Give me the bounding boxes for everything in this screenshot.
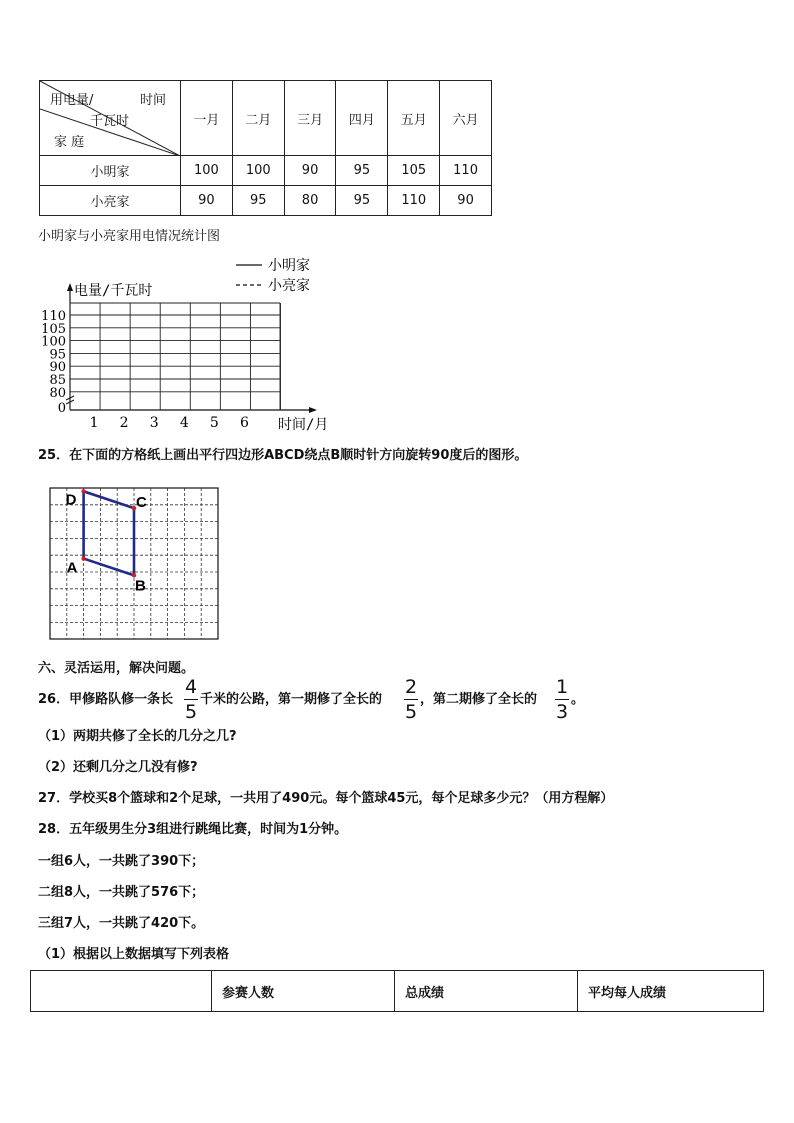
chart-title: 小明家与小亮家用电情况统计图 <box>38 229 221 244</box>
y-tick-label: 95 <box>49 347 66 363</box>
month-header: 四月 <box>336 81 388 156</box>
parallelogram-abcd <box>84 491 134 575</box>
score-table <box>30 970 764 1012</box>
electricity-table <box>39 80 492 216</box>
month-header: 三月 <box>284 81 336 156</box>
y-tick-label: 90 <box>49 360 66 376</box>
section-heading: 六、灵活运用，解决问题。 <box>38 661 195 676</box>
fraction-4-5 <box>184 677 198 722</box>
q28-line: 三组7人，一共跳了420下。 <box>38 916 205 931</box>
x-tick-label: 3 <box>149 415 159 431</box>
cell-value: 90 <box>181 186 233 216</box>
vertex-point <box>81 556 85 560</box>
fraction-numerator: 2 <box>404 676 418 698</box>
fraction-numerator: 1 <box>555 676 569 698</box>
cell-value: 100 <box>232 156 284 186</box>
month-header: 一月 <box>181 81 233 156</box>
table-corner-cell <box>40 81 181 156</box>
row-name: 小明家 <box>40 156 181 186</box>
y-tick-label: 100 <box>41 334 66 350</box>
x-tick-label: 5 <box>209 415 219 431</box>
score-table-header: 参赛人数 <box>212 971 395 1012</box>
x-tick-label: 2 <box>119 415 129 431</box>
y-tick-label: 0 <box>57 401 66 416</box>
fraction-denominator: 5 <box>404 701 418 723</box>
vertex-label: C <box>136 494 147 512</box>
y-axis-label: 电量/千瓦时 <box>74 283 153 299</box>
parallelogram-grid <box>45 485 225 645</box>
cell-value: 90 <box>284 156 336 186</box>
cell-value: 90 <box>440 186 492 216</box>
cell-value: 80 <box>284 186 336 216</box>
q26-part1: 26．甲修路队修一条长 <box>38 692 174 707</box>
cell-value: 95 <box>336 156 388 186</box>
q26-part4: 。 <box>571 692 585 707</box>
corner-label-bottom: 家 庭 <box>54 135 85 150</box>
fraction-numerator: 4 <box>184 676 198 698</box>
vertex-point <box>81 489 85 493</box>
fraction-denominator: 3 <box>555 701 569 723</box>
fraction-2-5 <box>404 677 418 722</box>
cell-value: 100 <box>181 156 233 186</box>
vertex-label: D <box>65 491 77 509</box>
cell-value: 95 <box>336 186 388 216</box>
y-tick-label: 85 <box>49 373 66 388</box>
q28-sub1: （1）根据以上数据填写下列表格 <box>38 947 230 962</box>
month-header: 五月 <box>388 81 440 156</box>
vertex-label: A <box>66 559 78 577</box>
cell-value: 110 <box>388 186 440 216</box>
y-tick-label: 110 <box>41 309 66 324</box>
score-table-header: 总成绩 <box>395 971 578 1012</box>
y-axis-arrow <box>67 283 73 291</box>
table-row <box>40 186 492 216</box>
row-name: 小亮家 <box>40 186 181 216</box>
fraction-1-3 <box>555 677 569 722</box>
vertex-label: B <box>135 577 146 595</box>
x-tick-label: 6 <box>239 415 249 431</box>
q27-text: 27．学校买8个篮球和2个足球，一共用了490元。每个篮球45元，每个足球多少元？（用方程解） <box>38 791 614 806</box>
score-table-header: 平均每人成绩 <box>578 971 764 1012</box>
q28-line: 二组8人，一共跳了576下； <box>38 885 205 900</box>
x-tick-label: 4 <box>179 415 189 431</box>
month-header: 六月 <box>440 81 492 156</box>
cell-value: 110 <box>440 156 492 186</box>
electricity-line-chart <box>40 255 350 435</box>
y-tick-label: 105 <box>41 321 66 337</box>
table-row <box>40 156 492 186</box>
q26-sub1: （1）两期共修了全长的几分之几? <box>38 729 237 744</box>
legend-label: 小亮家 <box>268 278 310 294</box>
q28-line: 一组6人，一共跳了390下； <box>38 854 205 869</box>
corner-label-right: 时间 <box>140 93 167 108</box>
x-tick-label: 1 <box>89 415 99 431</box>
fraction-denominator: 5 <box>184 701 198 723</box>
month-header: 二月 <box>232 81 284 156</box>
legend-label: 小明家 <box>268 258 310 274</box>
corner-label-mid: 千瓦时 <box>90 114 130 129</box>
x-axis-arrow <box>309 407 317 413</box>
score-table-cell[interactable] <box>31 971 212 1012</box>
y-tick-label: 80 <box>49 385 66 401</box>
q28-text: 28．五年级男生分3组进行跳绳比赛，时间为1分钟。 <box>38 822 348 837</box>
q25-text: 25．在下面的方格纸上画出平行四边形ABCD绕点B顺时针方向旋转90度后的图形。 <box>38 448 528 463</box>
cell-value: 95 <box>232 186 284 216</box>
q26-part3: ，第二期修了全长的 <box>420 692 538 707</box>
q26-sub2: （2）还剩几分之几没有修? <box>38 760 198 775</box>
x-axis-label: 时间/月 <box>278 417 329 433</box>
corner-label-top: 用电量/ <box>50 93 94 108</box>
cell-value: 105 <box>388 156 440 186</box>
q26-part2: 千米的公路，第一期修了全长的 <box>200 692 383 707</box>
